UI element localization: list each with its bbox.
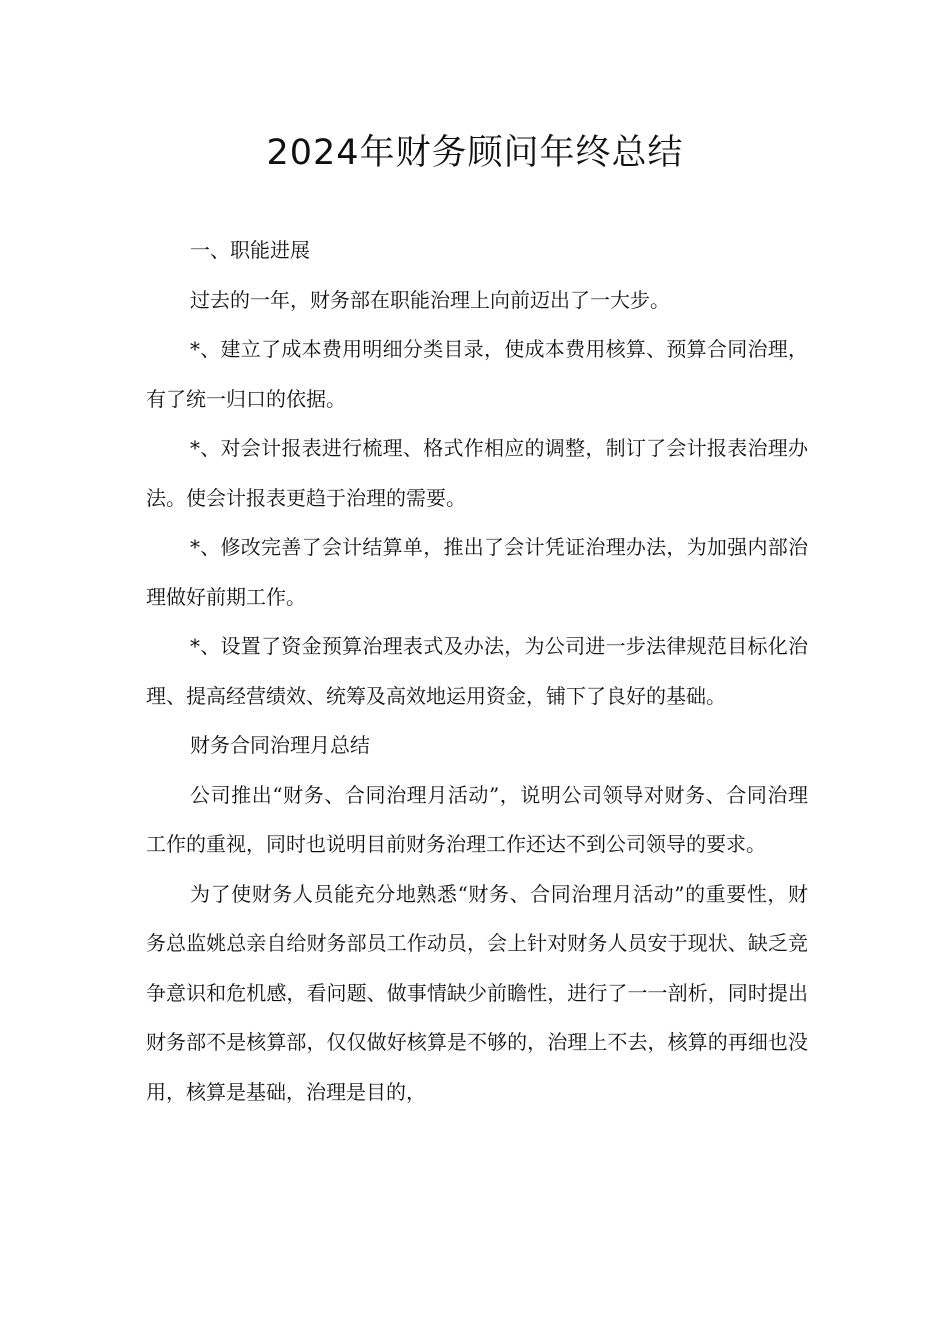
bullet-paragraph: *、设置了资金预算治理表式及办法，为公司进一步法律规范目标化治理、提高经营绩效、统筹及高效地运用资金，铺下了良好的基础。 bbox=[146, 634, 808, 708]
bullet-paragraph: *、修改完善了会计结算单，推出了会计凭证治理办法，为加强内部治理做好前期工作。 bbox=[146, 535, 808, 609]
document-body bbox=[146, 226, 808, 1117]
document-title: 2024年财务顾问年终总结 bbox=[266, 133, 684, 173]
bullet-paragraph: *、建立了成本费用明细分类目录，使成本费用核算、预算合同治理，有了统一归口的依据。 bbox=[146, 337, 808, 411]
section-heading: 财务合同治理月总结 bbox=[190, 733, 370, 757]
paragraph: 为了使财务人员能充分地熟悉“财务、合同治理月活动”的重要性，财务总监姚总亲自给财务部员工作动员，会上针对财务人员安于现状、缺乏竞争意识和危机感，看问题、做事情缺少前瞻性，进行了一一剖析，同时提出财务部不是核算部，仅仅做好核算是不够的，治理上不去，核算的再细也没用，核算是基础，治理是目的， bbox=[146, 881, 808, 1104]
section-heading: 一、职能进展 bbox=[190, 238, 310, 262]
paragraph: 公司推出“财务、合同治理月活动”，说明公司领导对财务、合同治理工作的重视，同时也说明目前财务治理工作还达不到公司领导的要求。 bbox=[146, 782, 808, 856]
paragraph: 过去的一年，财务部在职能治理上向前迈出了一大步。 bbox=[190, 287, 670, 312]
bullet-paragraph: *、对会计报表进行梳理、格式作相应的调整，制订了会计报表治理办法。使会计报表更趋于治理的需要。 bbox=[146, 436, 808, 510]
